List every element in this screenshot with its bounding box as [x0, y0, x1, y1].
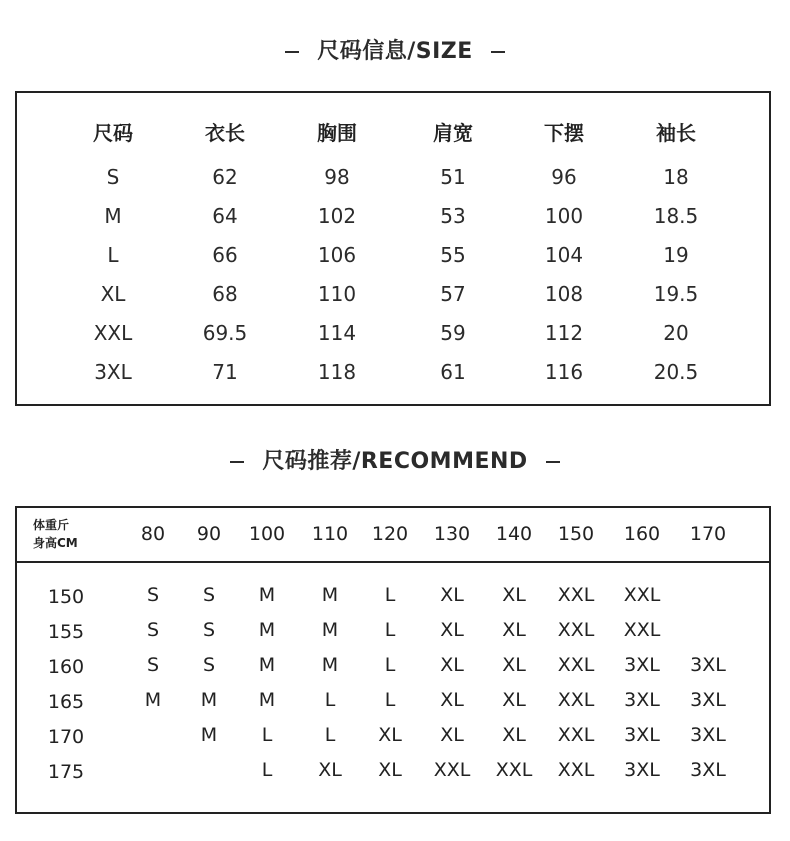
recommended-size-cell: XL — [440, 654, 464, 676]
height-row-label: 160 — [47, 656, 85, 678]
recommended-size-cell: S — [202, 584, 216, 606]
height-row-label: 150 — [47, 586, 85, 608]
weight-col-header: 110 — [311, 523, 349, 545]
recommended-size-cell: M — [321, 619, 339, 641]
size-value-cell: 64 — [212, 204, 238, 228]
recommended-size-cell: XL — [502, 584, 526, 606]
recommended-size-cell: XL — [378, 724, 402, 746]
recommend-section-title — [0, 444, 790, 475]
size-value-cell: 108 — [544, 282, 584, 306]
size-value-cell: 51 — [440, 165, 466, 189]
recommended-size-cell: L — [384, 689, 396, 711]
recommended-size-cell: L — [384, 654, 396, 676]
recommended-size-cell: XXL — [433, 759, 471, 781]
recommended-size-cell: XL — [440, 724, 464, 746]
recommended-size-cell: XXL — [557, 584, 595, 606]
recommended-size-cell: XL — [502, 654, 526, 676]
size-value-cell: 116 — [544, 360, 584, 384]
recommend-table — [15, 506, 771, 814]
size-label-cell: 3XL — [94, 360, 132, 384]
weight-col-header: 160 — [623, 523, 661, 545]
recommended-size-cell: L — [261, 759, 273, 781]
size-col-header: 袖长 — [656, 121, 696, 145]
weight-axis-label: 体重斤 — [33, 518, 70, 532]
header-divider — [17, 561, 769, 563]
size-value-cell: 100 — [544, 204, 584, 228]
recommended-size-cell: M — [258, 689, 276, 711]
size-value-cell: 114 — [317, 321, 357, 345]
recommended-size-cell: M — [144, 689, 162, 711]
weight-col-header: 170 — [689, 523, 727, 545]
recommended-size-cell: M — [258, 619, 276, 641]
title-dash-left — [230, 461, 244, 463]
size-label-cell: XXL — [93, 321, 133, 345]
recommended-size-cell: L — [324, 724, 336, 746]
weight-col-header: 80 — [140, 523, 166, 545]
recommended-size-cell: M — [258, 654, 276, 676]
size-table — [15, 91, 771, 406]
recommended-size-cell: XL — [440, 689, 464, 711]
size-col-header: 尺码 — [93, 121, 133, 145]
size-value-cell: 106 — [317, 243, 357, 267]
weight-col-header: 90 — [196, 523, 222, 545]
weight-col-header: 100 — [248, 523, 286, 545]
recommended-size-cell: XL — [440, 619, 464, 641]
height-axis-label: 身高CM — [33, 536, 78, 550]
recommended-size-cell: XXL — [495, 759, 533, 781]
size-label-cell: XL — [100, 282, 126, 306]
size-title-text: 尺码信息/SIZE — [317, 39, 473, 64]
size-col-header: 胸围 — [317, 121, 357, 145]
height-row-label: 165 — [47, 691, 85, 713]
size-value-cell: 71 — [212, 360, 238, 384]
recommended-size-cell: XXL — [557, 654, 595, 676]
recommended-size-cell: S — [146, 619, 160, 641]
recommended-size-cell: XXL — [557, 689, 595, 711]
recommended-size-cell: L — [261, 724, 273, 746]
recommended-size-cell: XXL — [623, 584, 661, 606]
size-value-cell: 96 — [551, 165, 577, 189]
title-dash-right — [491, 51, 505, 53]
size-value-cell: 104 — [544, 243, 584, 267]
recommended-size-cell: XXL — [623, 619, 661, 641]
recommend-title-text: 尺码推荐/RECOMMEND — [262, 449, 528, 474]
recommended-size-cell: XL — [318, 759, 342, 781]
size-value-cell: 55 — [440, 243, 466, 267]
corner-header — [33, 516, 78, 552]
title-dash-right — [546, 461, 560, 463]
recommended-size-cell: 3XL — [690, 654, 726, 676]
size-label-cell: L — [107, 243, 119, 267]
recommended-size-cell: S — [146, 654, 160, 676]
size-value-cell: 69.5 — [202, 321, 248, 345]
recommended-size-cell: M — [200, 689, 218, 711]
recommended-size-cell: XL — [502, 689, 526, 711]
size-value-cell: 18 — [663, 165, 689, 189]
recommended-size-cell: XXL — [557, 759, 595, 781]
recommended-size-cell: L — [324, 689, 336, 711]
size-value-cell: 118 — [317, 360, 357, 384]
weight-col-header: 130 — [433, 523, 471, 545]
size-value-cell: 68 — [212, 282, 238, 306]
size-value-cell: 57 — [440, 282, 466, 306]
recommended-size-cell: XL — [502, 619, 526, 641]
size-label-cell: M — [104, 204, 122, 228]
size-value-cell: 62 — [212, 165, 238, 189]
weight-col-header: 120 — [371, 523, 409, 545]
size-value-cell: 98 — [324, 165, 350, 189]
recommended-size-cell: S — [202, 654, 216, 676]
size-value-cell: 20.5 — [653, 360, 699, 384]
recommended-size-cell: 3XL — [690, 759, 726, 781]
title-dash-left — [285, 51, 299, 53]
recommended-size-cell: XL — [502, 724, 526, 746]
size-value-cell: 112 — [544, 321, 584, 345]
recommended-size-cell: 3XL — [690, 689, 726, 711]
recommended-size-cell: XXL — [557, 619, 595, 641]
size-col-header: 肩宽 — [433, 121, 473, 145]
weight-col-header: 140 — [495, 523, 533, 545]
recommended-size-cell: L — [384, 584, 396, 606]
recommended-size-cell: M — [200, 724, 218, 746]
recommended-size-cell: 3XL — [624, 759, 660, 781]
recommended-size-cell: M — [258, 584, 276, 606]
recommended-size-cell: 3XL — [690, 724, 726, 746]
size-value-cell: 20 — [663, 321, 689, 345]
size-col-header: 下摆 — [544, 121, 584, 145]
recommended-size-cell: L — [384, 619, 396, 641]
size-value-cell: 19.5 — [653, 282, 699, 306]
size-value-cell: 66 — [212, 243, 238, 267]
size-col-header: 衣长 — [205, 121, 245, 145]
size-value-cell: 19 — [663, 243, 689, 267]
recommended-size-cell: XL — [378, 759, 402, 781]
recommended-size-cell: 3XL — [624, 689, 660, 711]
weight-col-header: 150 — [557, 523, 595, 545]
height-row-label: 170 — [47, 726, 85, 748]
size-value-cell: 59 — [440, 321, 466, 345]
size-value-cell: 61 — [440, 360, 466, 384]
size-section-title — [0, 34, 790, 65]
size-value-cell: 18.5 — [653, 204, 699, 228]
recommended-size-cell: 3XL — [624, 724, 660, 746]
recommended-size-cell: S — [146, 584, 160, 606]
size-value-cell: 102 — [317, 204, 357, 228]
recommended-size-cell: XXL — [557, 724, 595, 746]
size-label-cell: S — [106, 165, 120, 189]
recommended-size-cell: 3XL — [624, 654, 660, 676]
height-row-label: 175 — [47, 761, 85, 783]
size-value-cell: 53 — [440, 204, 466, 228]
recommended-size-cell: S — [202, 619, 216, 641]
height-row-label: 155 — [47, 621, 85, 643]
size-value-cell: 110 — [317, 282, 357, 306]
recommended-size-cell: M — [321, 584, 339, 606]
recommended-size-cell: M — [321, 654, 339, 676]
recommended-size-cell: XL — [440, 584, 464, 606]
